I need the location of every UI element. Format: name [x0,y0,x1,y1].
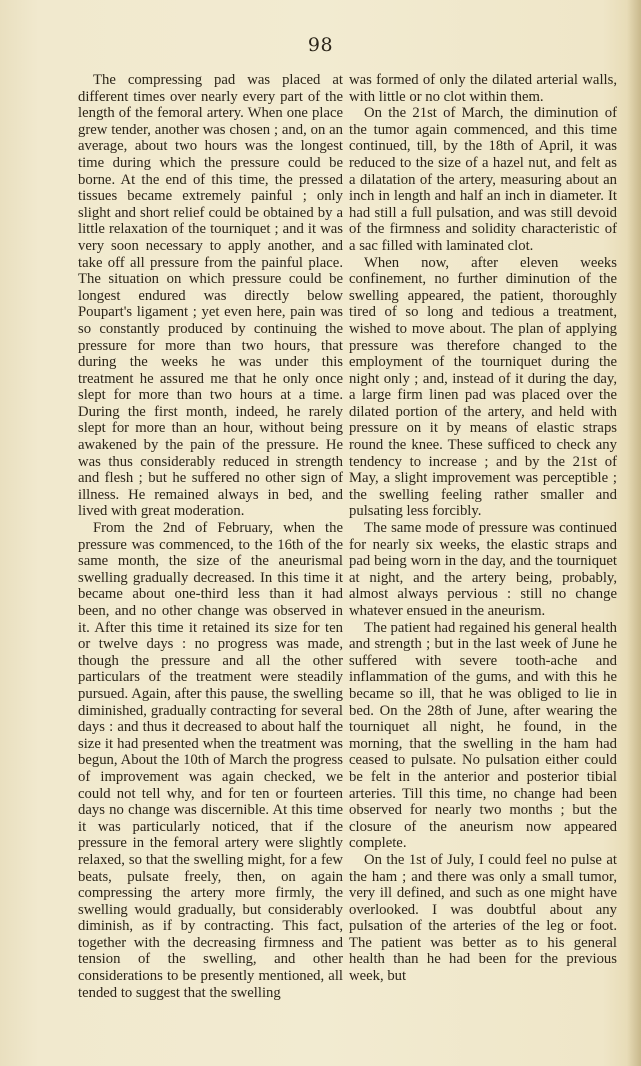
paragraph: When now, after eleven weeks confinement, no further diminution of the swelling appeared, the patient, thoroughly tired of so long and tedious a treatment, wished to move about. The plan of applying pressure was therefore changed to the employment of the tourniquet during the night only ; and, instead of it during the day, a large firm linen pad was placed over the dilated portion of the artery, and held with pressure on it by means of elastic straps round the knee. These sufficed to check any tendency to increase ; and by the 21st of May, a slight improvement was perceptible ; the swelling feeling rather smaller and pulsating less forcibly. [349,254,617,520]
paragraph: The same mode of pressure was continued for nearly six weeks, the elastic straps and pad being worn in the day, and the tourniquet at night, and the artery being, probably, almost always pervious : still no change whatever ensued in the aneurism. [349,520,617,619]
paragraph: On the 1st of July, I could feel no pulse at the ham ; and there was only a small tumor, very ill defined, and such as one might have overlooked. I was doubtful about any pulsation of the arteries of the leg or foot. The patient was better as to his general health than he had been for the previous week, but [349,851,617,985]
paragraph: The compressing pad was placed at different times over nearly every part of the length of the femoral artery. When one place grew tender, another was chosen ; and, on an average, about two hours was the longest time during which the pressure could be borne. At the end of this time, the pressed tissues became extremely painful ; only slight and short relief could be obtained by a little relaxation of the tourniquet ; and it was very soon necessary to apply another, and take off all pressure from the painful place. The situation on which pressure could be longest endured was directly below Poupart's ligament ; yet even here, pain was so constantly produced by continuing the pressure for more than two hours, that during the weeks he was under this treatment he assured me that he only once slept for more than two hours at a time. During the first month, indeed, he rarely slept for more than an hour, without being awakened by the pain of the pressure. He was thus considerably reduced in strength and flesh ; but he suffered no other sign of illness. He remained always in bed, and lived with great moderation. [78,72,343,520]
paragraph-continuation: was formed of only the dilated arterial walls, with little or no clot within them. [349,72,617,105]
page-number: 98 [307,34,334,56]
paragraph: On the 21st of March, the diminution of the tumor again commenced, and this time continued, till, by the 18th of April, it was reduced to the size of a hazel nut, and felt as a dilatation of the artery, measuring about an inch in length and half an inch in diameter. It had still a full pulsation, and was still devoid of the firmness and solidity characteristic of a sac filled with laminated clot. [349,105,617,254]
paragraph: The patient had regained his general health and strength ; but in the last week of June he suffered with severe tooth-ache and inflammation of the gums, and with this he became so ill, that he was obliged to lie in bed. On the 28th of June, after wearing the tourniquet all night, he found, in the morning, that the swelling in the ham had ceased to pulsate. No pulsation either could be felt in the anterior and posterior tibial arteries. Till this time, no change had been observed for nearly two months ; but the closure of the aneurism now appeared complete. [349,619,617,852]
paragraph: From the 2nd of February, when the pressure was commenced, to the 16th of the same month, the size of the aneurismal swelling gradually decreased. In this time it became about one-third less than it had been, and no other change was observed in it. After this time it retained its size for ten or twelve days : no progress was made, though the pressure and all the other particulars of the treatment were steadily pursued. Again, after this pause, the swelling diminished, gradually contracting for several days : and thus it decreased to about half the size it had presented when the treatment was begun, About the 10th of March the progress of improvement was again checked, we could not tell why, and for ten or fourteen days no change was discernible. At this time it was particularly noticed, that if the pressure in the femoral artery were slightly relaxed, so that the swelling might, for a few beats, pulsate freely, then, on again compressing the artery more firmly, the swelling would gradually, but considerably diminish, as if by contracting. This fact, together with the decreasing firmness and tension of the swelling, and other considerations to be presently mentioned, all tended to suggest that the swelling [78,520,343,1001]
left-text-column [78,72,343,1001]
right-text-column [349,72,617,985]
page-edge-shadow [627,0,641,1066]
